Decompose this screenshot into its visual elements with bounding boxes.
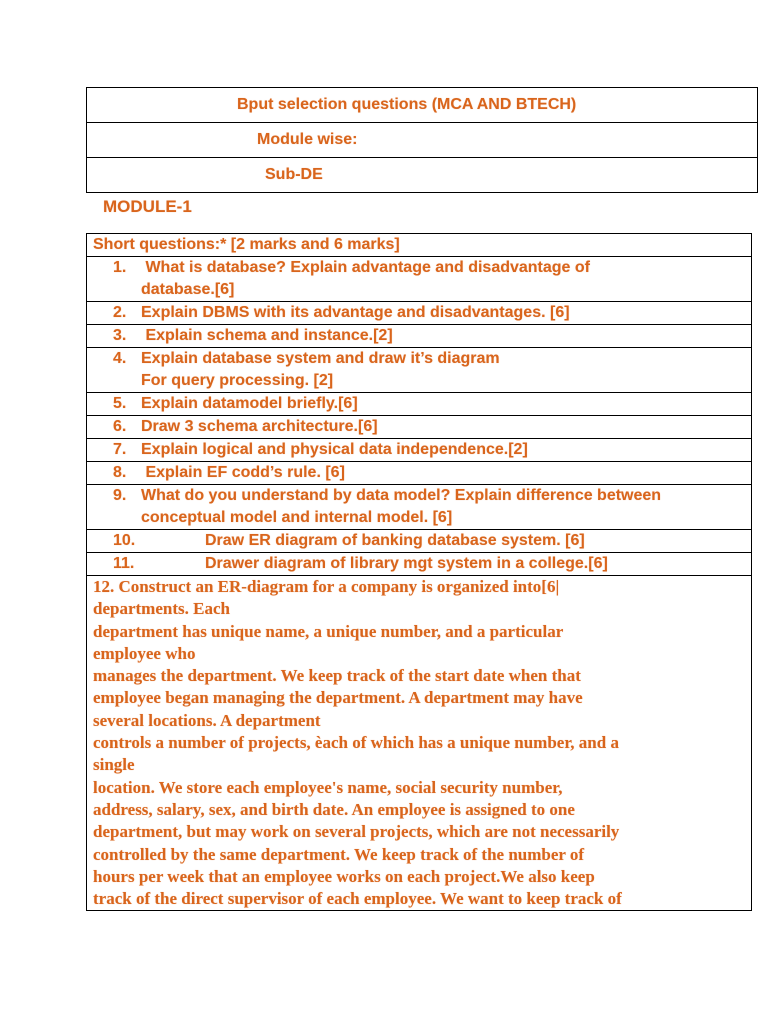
question-cell	[87, 393, 752, 416]
question-row	[87, 325, 752, 348]
question-number: 11.	[113, 555, 135, 572]
question-12-line: manages the department. We keep track of the start date when that	[93, 666, 581, 686]
question-number: 7.	[113, 441, 127, 458]
subject-label: Sub-DE	[87, 158, 758, 193]
question-cell	[87, 325, 752, 348]
question-number: 9.	[113, 487, 127, 504]
question-text-continued: For query processing. [2]	[141, 372, 334, 389]
question-row	[87, 302, 752, 325]
question-row	[87, 416, 752, 439]
question-row	[87, 257, 752, 302]
question-cell	[87, 302, 752, 325]
question-cell	[87, 348, 752, 393]
question-text: What do you understand by data model? Explain difference between	[141, 487, 662, 504]
question-text: Explain database system and draw it’s diagram	[141, 350, 500, 367]
question-12-line: controlled by the same department. We keep track of the number of	[93, 844, 585, 864]
question-number: 5.	[113, 395, 127, 412]
question-12-line: several locations. A department	[93, 710, 321, 730]
question-number: 6.	[113, 418, 127, 435]
question-12-line: hours per week that an employee works on each project.We also keep	[93, 866, 595, 886]
question-12-line: track of the direct supervisor of each employee. We want to keep track of	[93, 889, 622, 909]
question-number: 10.	[113, 532, 136, 549]
question-12-line: controls a number of projects, èach of which has a unique number, and a	[93, 733, 619, 753]
header-row-subject	[87, 158, 758, 193]
question-12-line: employee who	[93, 643, 196, 663]
question-text: Drawer diagram of library mgt system in a college.[6]	[205, 555, 608, 572]
question-cell	[87, 439, 752, 462]
question-text: What is database? Explain advantage and disadvantage of	[141, 259, 590, 276]
question-cell	[87, 553, 752, 576]
question-12-line: employee began managing the department. A department may have	[93, 688, 583, 708]
question-number: 3.	[113, 327, 127, 344]
question-row	[87, 553, 752, 576]
module-heading: MODULE-1	[103, 197, 192, 216]
module-wise-label: Module wise:	[87, 123, 758, 158]
questions-table	[86, 233, 752, 911]
short-questions-header: Short questions:* [2 marks and 6 marks]	[87, 234, 752, 257]
question-number: 4.	[113, 350, 127, 367]
question-text: Draw ER diagram of banking database system. [6]	[205, 532, 585, 549]
question-text: Explain EF codd’s rule. [6]	[141, 464, 345, 481]
question-12-line: 12. Construct an ER-diagram for a company is organized into[6|	[93, 577, 560, 596]
question-cell	[87, 257, 752, 302]
question-text: Explain DBMS with its advantage and disadvantages. [6]	[141, 304, 570, 321]
question-12-line: departments. Each	[93, 599, 230, 619]
header-row-module-wise	[87, 123, 758, 158]
question-12-line: location. We store each employee's name, social security number,	[93, 777, 563, 797]
question-text: Explain datamodel briefly.[6]	[141, 395, 358, 412]
header-row-title	[87, 88, 758, 123]
question-cell	[87, 485, 752, 530]
question-number: 1.	[113, 259, 127, 276]
question-cell	[87, 462, 752, 485]
question-row	[87, 439, 752, 462]
question-cell	[87, 416, 752, 439]
question-row	[87, 393, 752, 416]
question-text-continued: database.[6]	[141, 281, 235, 298]
question-12-line: address, salary, sex, and birth date. An employee is assigned to one	[93, 799, 575, 819]
question-12-row	[87, 576, 752, 911]
question-text: Draw 3 schema architecture.[6]	[141, 418, 378, 435]
question-12-line: department, but may work on several projects, which are not necessarily	[93, 822, 620, 842]
question-12-line: department has unique name, a unique number, and a particular	[93, 621, 564, 641]
question-text-continued: conceptual model and internal model. [6]	[141, 509, 453, 526]
question-row	[87, 348, 752, 393]
question-text: Explain schema and instance.[2]	[141, 327, 393, 344]
question-text: Explain logical and physical data independence.[2]	[141, 441, 528, 458]
question-12-cell	[87, 576, 752, 911]
short-questions-header-row	[87, 234, 752, 257]
question-row	[87, 530, 752, 553]
question-row	[87, 485, 752, 530]
question-row	[87, 462, 752, 485]
document-title: Bput selection questions (MCA AND BTECH)	[87, 88, 758, 123]
question-number: 2.	[113, 304, 127, 321]
header-table	[86, 87, 758, 193]
question-number: 8.	[113, 464, 127, 481]
question-12-line: single	[93, 755, 135, 775]
question-cell	[87, 530, 752, 553]
